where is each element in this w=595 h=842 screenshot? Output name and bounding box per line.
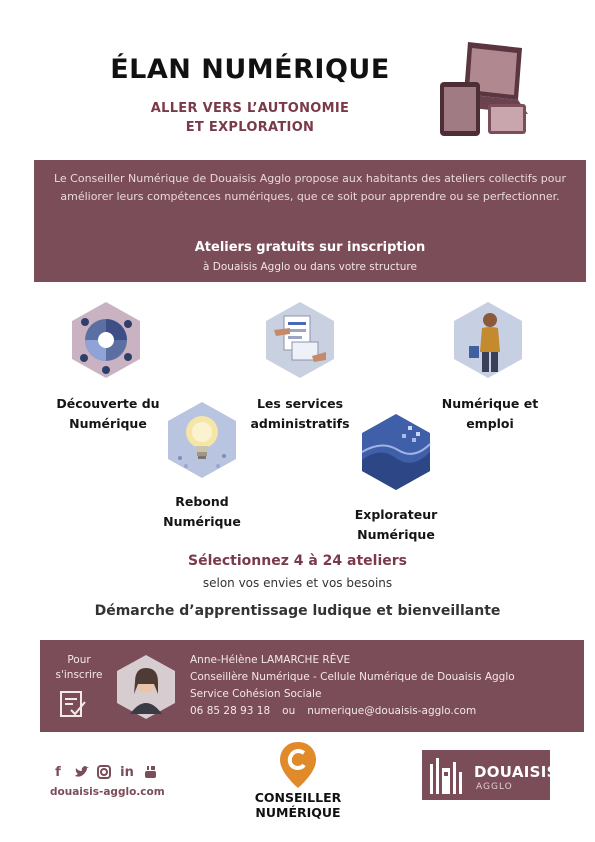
page-subtitle [60,99,440,137]
approach-tagline: Démarche d’apprentissage ludique et bienveillante [94,603,501,619]
signup-line: s'inscrire [55,669,103,681]
workshop-location-note: à Douaisis Agglo ou dans votre structure [203,261,417,273]
signup-label [46,653,112,683]
email-link[interactable]: numerique@douaisis-agglo.com [307,705,477,717]
selection-subtext: selon vos envies et vos besoins [202,576,393,590]
wordmark-line: CONSEILLER [254,790,342,805]
website-link[interactable]: douaisis-agglo.com [50,786,165,798]
advisor-role: Conseillère Numérique - Cellule Numérique de Douaisis Agglo [190,671,515,683]
workshop-label-explorer [336,505,456,545]
linkedin-icon[interactable]: in [120,764,134,780]
contact-line [190,703,515,720]
contact-banner [40,640,584,732]
signup-form-icon [59,690,87,722]
subtitle-line-2: ET EXPLORATION [185,120,315,135]
agglo-subname: AGGLO [476,782,513,792]
workshop-label-line: Numérique [357,527,435,542]
workshop-label-line: administratifs [250,416,350,431]
page-title: ÉLAN NUMÉRIQUE [110,54,390,85]
douaisis-agglo-logo [422,750,558,800]
conseiller-numerique-wordmark [230,790,366,820]
laptop-tablet-illustration [436,40,530,140]
workshop-label-rebound [142,492,262,532]
signup-line: Pour [67,654,91,666]
workshop-label-employment [430,394,550,434]
selection-heading: Sélectionnez 4 à 24 ateliers [188,553,407,569]
subtitle-line-1: ALLER VERS L’AUTONOMIE [150,101,350,116]
agglo-name: DOUAISIS [474,763,558,781]
phone-number[interactable]: 06 85 28 93 18 [190,705,271,717]
admin-forms-icon [264,300,336,380]
workshop-label-line: Rebond [175,494,229,509]
social-links [50,764,158,780]
lightbulb-icon [166,400,238,480]
free-workshops-heading: Ateliers gratuits sur inscription [194,240,426,255]
wordmark-line: NUMÉRIQUE [255,805,341,820]
workshop-label-discovery [48,394,168,434]
advisor-avatar [116,654,176,724]
digital-wave-icon [360,412,432,492]
workshop-label-line: Numérique et [441,396,539,411]
workshop-label-admin [240,394,360,434]
job-seeker-icon [452,300,524,380]
contact-details [190,652,515,720]
advisor-service: Service Cohésion Sociale [190,688,322,700]
intro-banner [34,160,586,282]
workshop-label-line: Les services [256,396,344,411]
advisor-name: Anne-Hélène LAMARCHE RÊVE [190,654,351,666]
youtube-icon[interactable] [142,764,158,780]
globe-network-icon [70,300,142,380]
conseiller-numerique-logo [250,740,346,794]
or-separator: ou [282,705,296,717]
workshop-label-line: Explorateur [354,507,438,522]
facebook-icon[interactable]: f [55,764,61,780]
workshop-label-line: Découverte du [56,396,160,411]
workshop-label-line: Numérique [69,416,147,431]
workshop-label-line: emploi [466,416,514,431]
intro-text: Le Conseiller Numérique de Douaisis Agglo propose aux habitants des ateliers collectifs pour améliorer leurs compétences numériques, que ce soit pour apprendre ou se perfectionner. [53,172,567,203]
workshop-label-line: Numérique [163,514,241,529]
instagram-icon[interactable] [96,764,112,780]
twitter-icon[interactable] [73,764,89,780]
